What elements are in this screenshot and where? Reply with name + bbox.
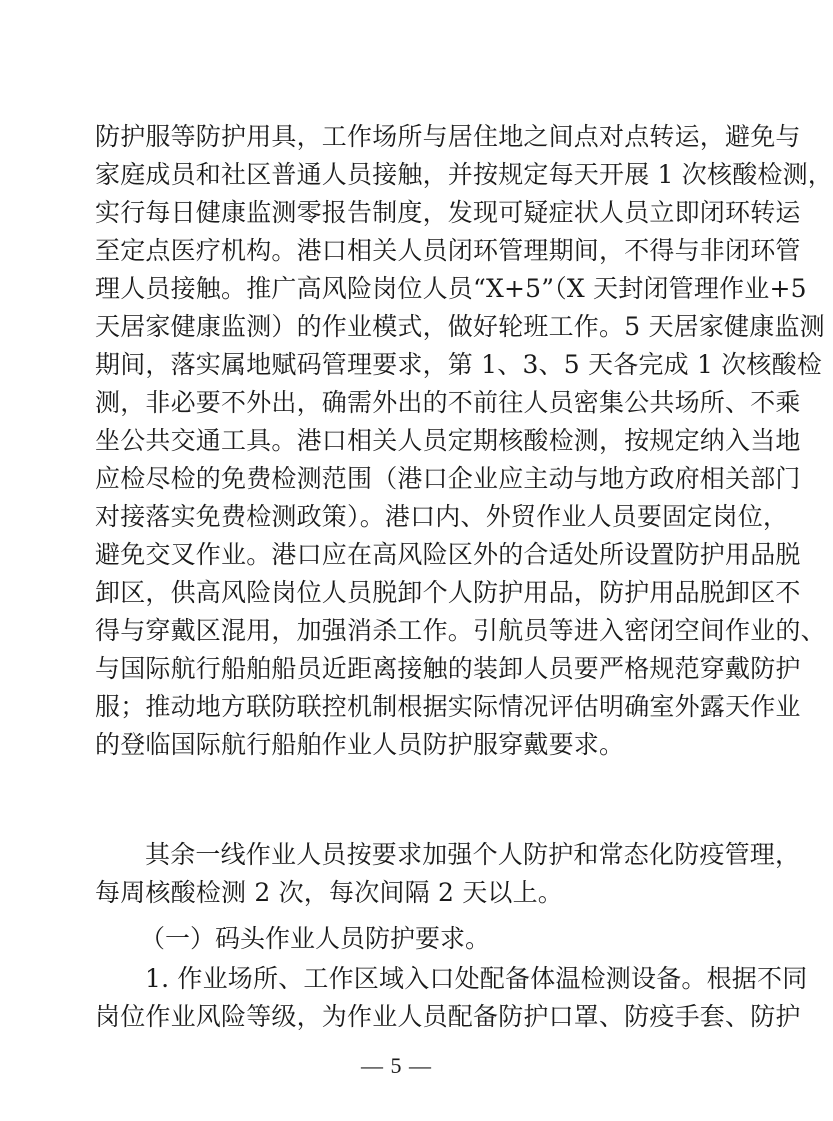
paragraph-line: 至定点医疗机构。港口相关人员闭环管理期间，不得与非闭环管 [95,236,801,265]
paragraph-line: 坐公共交通工具。港口相关人员定期核酸检测，按规定纳入当地 [95,426,801,455]
paragraph-line: 应检尽检的免费检测范围（港口企业应主动与地方政府相关部门 [95,464,801,493]
paragraph-line: 天居家健康监测）的作业模式，做好轮班工作。5 天居家健康监测 [95,312,825,341]
paragraph-line: 期间，落实属地赋码管理要求，第 1、3、5 天各完成 1 次核酸检 [95,350,823,379]
page-number: — 5 — [361,1053,432,1078]
paragraph-line: 每周核酸检测 2 次，每次间隔 2 天以上。 [95,878,563,907]
paragraph-line: 岗位作业风险等级，为作业人员配备防护口罩、防疫手套、防护 [95,1002,801,1031]
section-heading-text: （一）码头作业人员防护要求。 [140,924,491,953]
paragraph-line: 1. 作业场所、工作区域入口处配备体温检测设备。根据不同 [145,964,808,993]
paragraph-2 [95,836,801,912]
paragraph-line: 理人员接触。推广高风险岗位人员“X+5”（X 天封闭管理作业+5 [95,274,807,303]
paragraph-line: 测，非必要不外出，确需外出的不前往人员密集公共场所、不乘 [95,388,801,417]
paragraph-2-text [95,836,801,912]
paragraph-line: 防护服等防护用具，工作场所与居住地之间点对点转运，避免与 [95,122,801,151]
paragraph-line: 其余一线作业人员按要求加强个人防护和常态化防疫管理， [145,840,801,869]
paragraph-line: 服；推动地方联防联控机制根据实际情况评估明确室外露天作业 [95,692,801,721]
paragraph-line: 卸区，供高风险岗位人员脱卸个人防护用品，防护用品脱卸区不 [95,578,801,607]
paragraph-line: 实行每日健康监测零报告制度，发现可疑症状人员立即闭环转运 [95,198,801,227]
section-heading [95,920,710,958]
paragraph-line: 的登临国际航行船舶作业人员防护服穿戴要求。 [95,730,625,759]
paragraph-line: 得与穿戴区混用，加强消杀工作。引航员等进入密闭空间作业的、 [95,616,826,645]
paragraph-1-text [95,118,833,764]
paragraph-3 [95,960,808,1036]
paragraph-line: 家庭成员和社区普通人员接触，并按规定每天开展 1 次核酸检测， [95,160,833,189]
paragraph-line: 对接落实免费检测政策）。港口内、外贸作业人员要固定岗位， [95,502,789,531]
paragraph-line: 避免交叉作业。港口应在高风险区外的合适处所设置防护用品脱 [95,540,801,569]
paragraph-line: 与国际航行船舶船员近距离接触的装卸人员要严格规范穿戴防护 [95,654,801,683]
paragraph-3-text [95,960,808,1036]
paragraph-1 [95,118,833,764]
